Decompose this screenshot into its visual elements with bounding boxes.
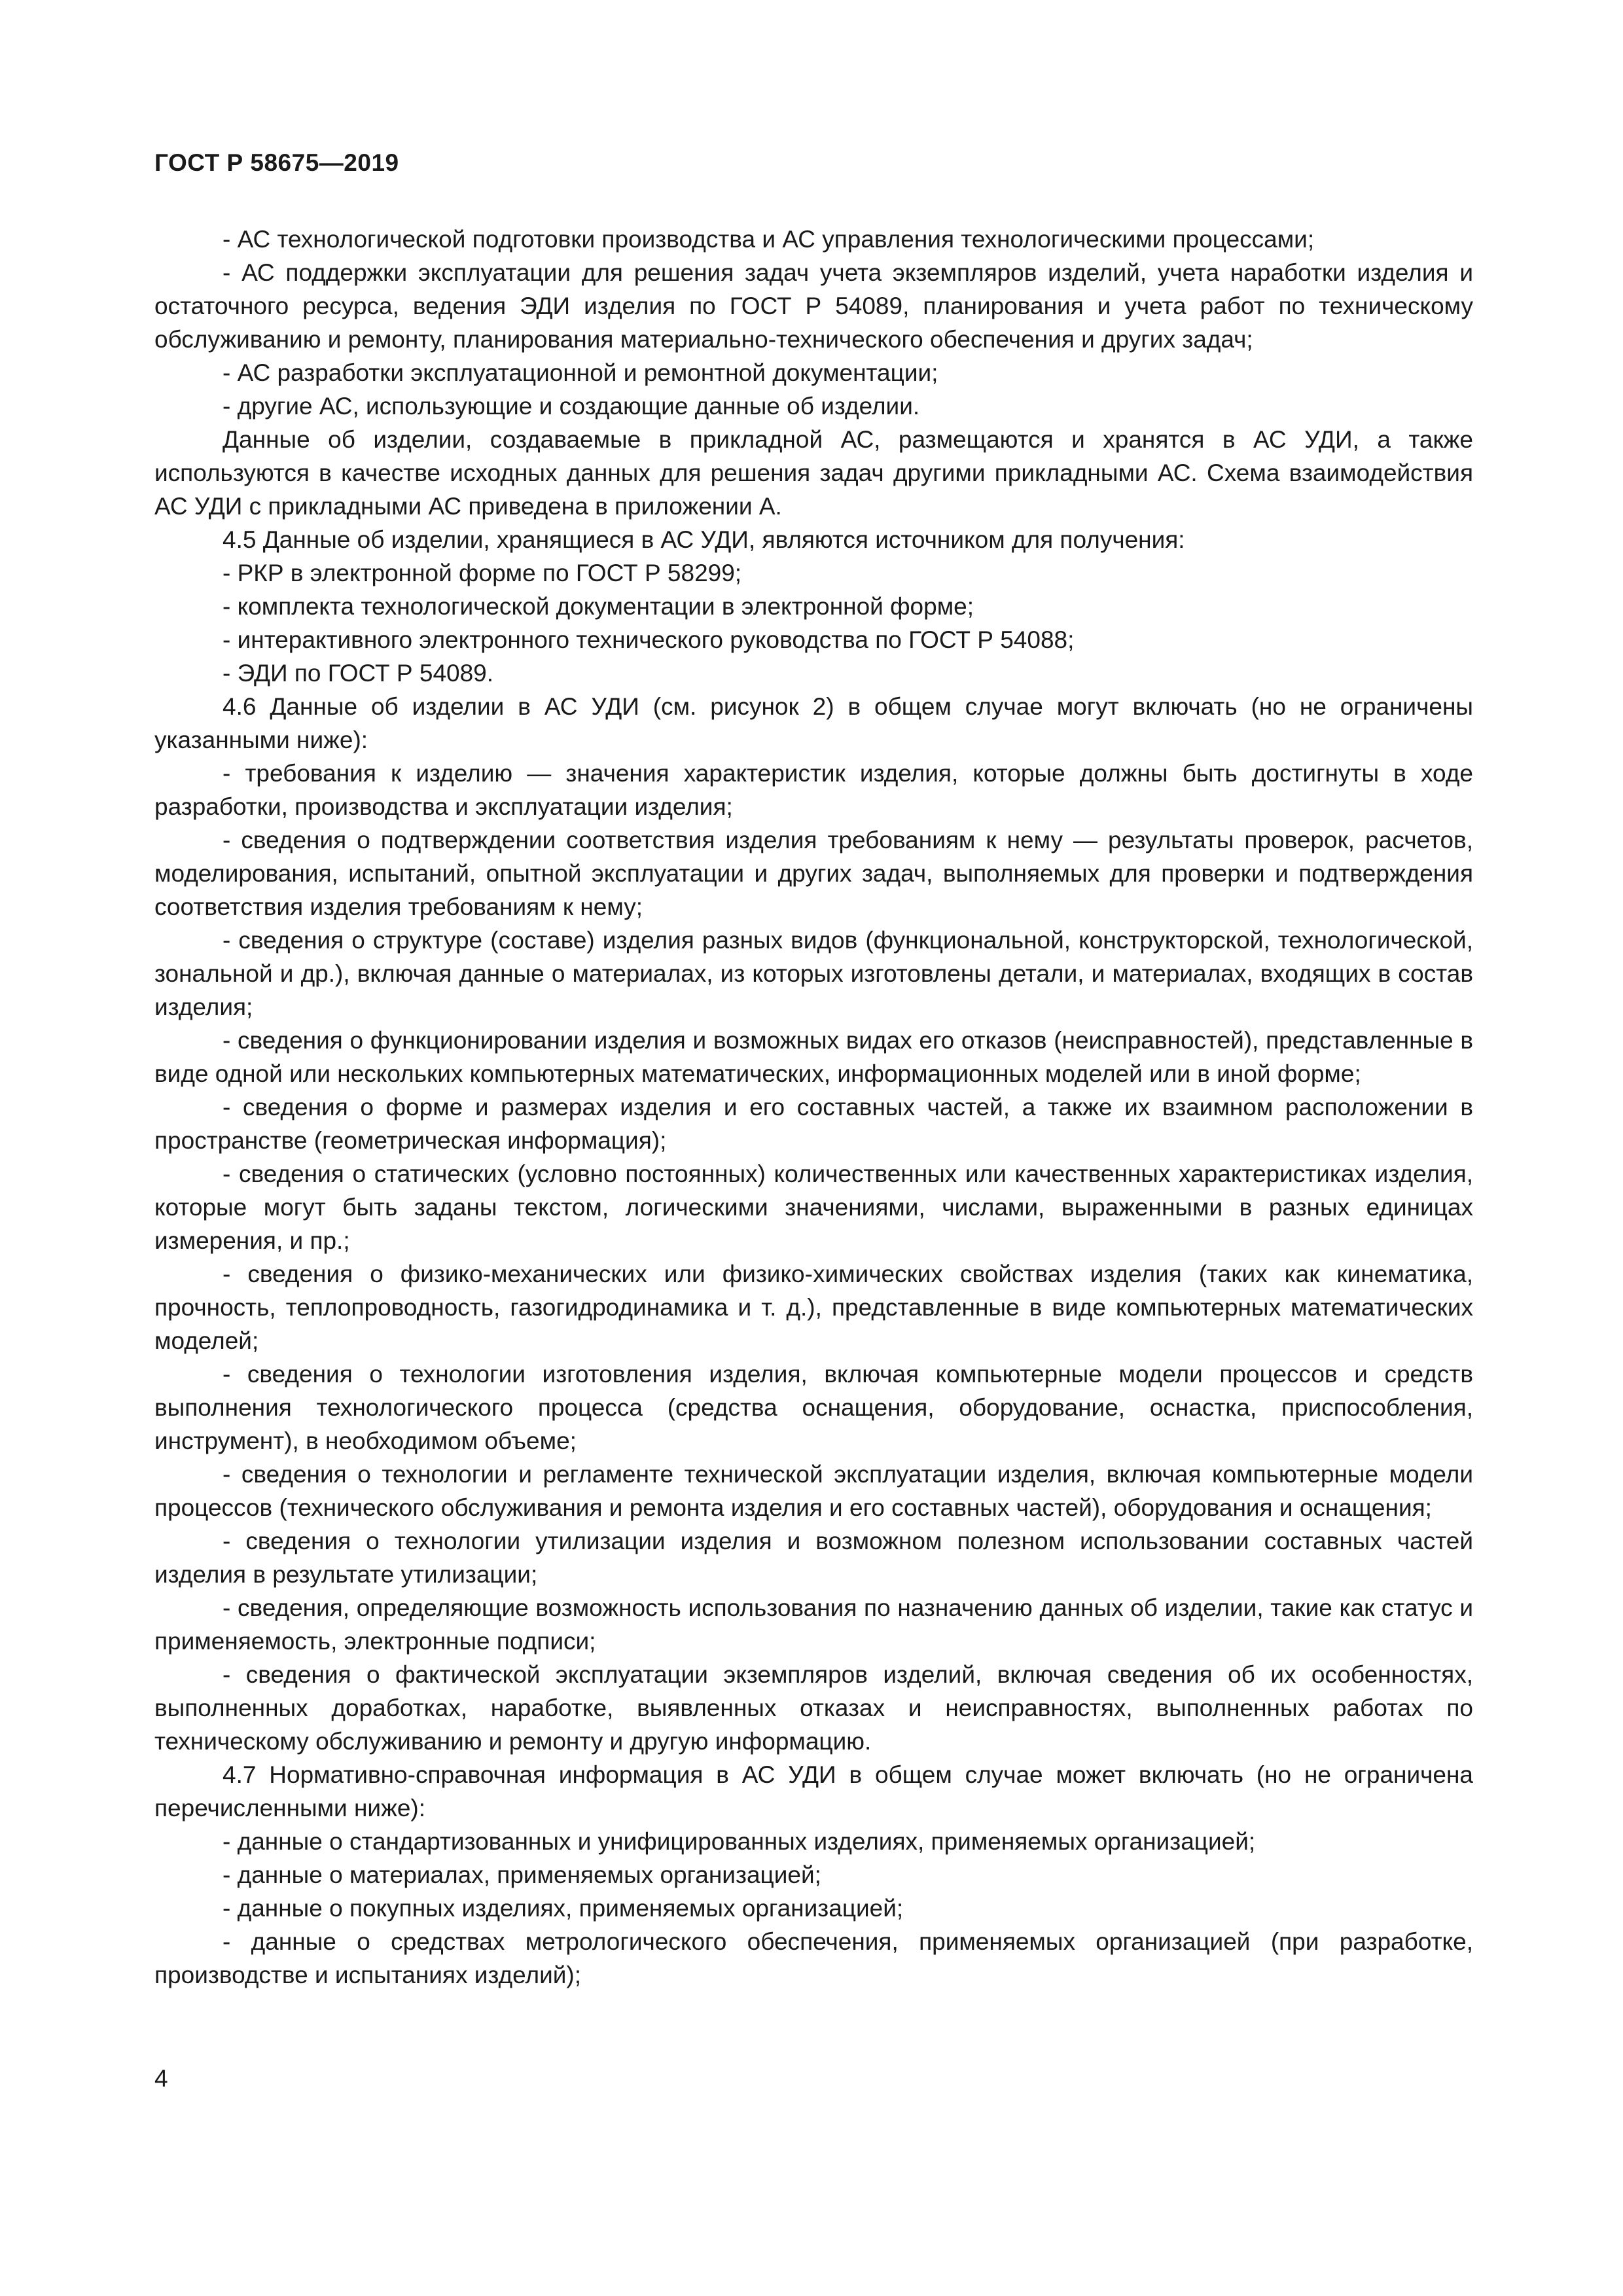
paragraph: - сведения о форме и размерах изделия и его составных частей, а также их взаимном расположении в пространстве (геометрическая информация); <box>154 1094 1473 1154</box>
paragraph: 4.5 Данные об изделии, хранящиеся в АС УДИ, являются источником для получения: <box>223 526 1185 553</box>
paragraph: - данные о покупных изделиях, применяемых организацией; <box>223 1895 904 1922</box>
paragraph: - ЭДИ по ГОСТ Р 54089. <box>223 660 494 687</box>
paragraph: - сведения о структуре (составе) изделия разных видов (функциональной, конструкторской, технологической, зональной и др.), включая данные о материалах, из которых изготовлены детали, и материалах, входящих в состав изделия; <box>154 927 1473 1020</box>
paragraph: - сведения о технологии утилизации изделия и возможном полезном использовании составных частей изделия в результате утилизации; <box>154 1528 1473 1588</box>
paragraph: - РКР в электронной форме по ГОСТ Р 58299; <box>223 560 742 586</box>
paragraph: - АС поддержки эксплуатации для решения задач учета экземпляров изделий, учета наработки изделия и остаточного ресурса, ведения ЭДИ изделия по ГОСТ Р 54089, планирования и учета работ по техническому обслуживанию и ремонту, планирования материально-технического обеспечения и других задач; <box>154 259 1473 353</box>
paragraph: - сведения, определяющие возможность использования по назначению данных об изделии, такие как статус и применяемость, электронные подписи; <box>154 1594 1473 1655</box>
paragraph: - требования к изделию — значения характеристик изделия, которые должны быть достигнуты в ходе разработки, производства и эксплуатации изделия; <box>154 760 1473 820</box>
paragraph: - сведения о фактической эксплуатации экземпляров изделий, включая сведения об их особенностях, выполненных доработках, наработке, выявленных отказах и неисправностях, выполненных работах по техническому обслуживанию и ремонту и другую информацию. <box>154 1661 1473 1755</box>
paragraph: - данные о материалах, применяемых организацией; <box>223 1861 821 1888</box>
paragraph: - сведения о технологии изготовления изделия, включая компьютерные модели процессов и средств выполнения технологического процесса (средства оснащения, оборудование, оснастка, приспособления, инструмент), в необходимом объеме; <box>154 1361 1473 1454</box>
page-number: 4 <box>154 2065 168 2092</box>
paragraph: - данные о средствах метрологического обеспечения, применяемых организацией (при разработке, производстве и испытаниях изделий); <box>154 1928 1473 1988</box>
paragraph: - данные о стандартизованных и унифицированных изделиях, применяемых организацией; <box>223 1828 1256 1855</box>
paragraph: - АС разработки эксплуатационной и ремонтной документации; <box>223 359 938 386</box>
paragraph: - интерактивного электронного технического руководства по ГОСТ Р 54088; <box>223 626 1075 653</box>
paragraph: - комплекта технологической документации в электронной форме; <box>223 593 974 620</box>
paragraph: - сведения о статических (условно постоянных) количественных или качественных характеристиках изделия, которые могут быть заданы текстом, логическими значениями, числами, выраженными в разных единицах измерения, и пр.; <box>154 1160 1473 1254</box>
paragraph: 4.6 Данные об изделии в АС УДИ (см. рисунок 2) в общем случае могут включать (но не ограничены указанными ниже): <box>154 693 1473 753</box>
paragraph: - АС технологической подготовки производства и АС управления технологическими процессами; <box>223 226 1315 253</box>
document-header-id: ГОСТ Р 58675—2019 <box>154 149 399 176</box>
paragraph: - другие АС, использующие и создающие данные об изделии. <box>223 393 920 420</box>
paragraph: - сведения о подтверждении соответствия изделия требованиям к нему — результаты проверок, расчетов, моделирования, испытаний, опытной эксплуатации и других задач, выполняемых для проверки и подтверждения соответствия изделия требованиям к нему; <box>154 827 1473 920</box>
paragraph: 4.7 Нормативно-справочная информация в АС УДИ в общем случае может включать (но не ограничена перечисленными ниже): <box>154 1761 1473 1821</box>
paragraph: - сведения о физико-механических или физико-химических свойствах изделия (таких как кинематика, прочность, теплопроводность, газогидродинамика и т. д.), представленные в виде компьютерных математических моделей; <box>154 1261 1473 1354</box>
document-body <box>154 223 1473 1992</box>
paragraph: - сведения о функционировании изделия и возможных видах его отказов (неисправностей), представленные в виде одной или нескольких компьютерных математических, информационных моделей или в иной форме; <box>154 1027 1473 1087</box>
paragraph: - сведения о технологии и регламенте технической эксплуатации изделия, включая компьютерные модели процессов (технического обслуживания и ремонта изделия и его составных частей), оборудования и оснащения; <box>154 1461 1473 1521</box>
paragraph: Данные об изделии, создаваемые в прикладной АС, размещаются и хранятся в АС УДИ, а также используются в качестве исходных данных для решения задач другими прикладными АС. Схема взаимодействия АС УДИ с прикладными АС приведена в приложении А. <box>154 426 1473 520</box>
